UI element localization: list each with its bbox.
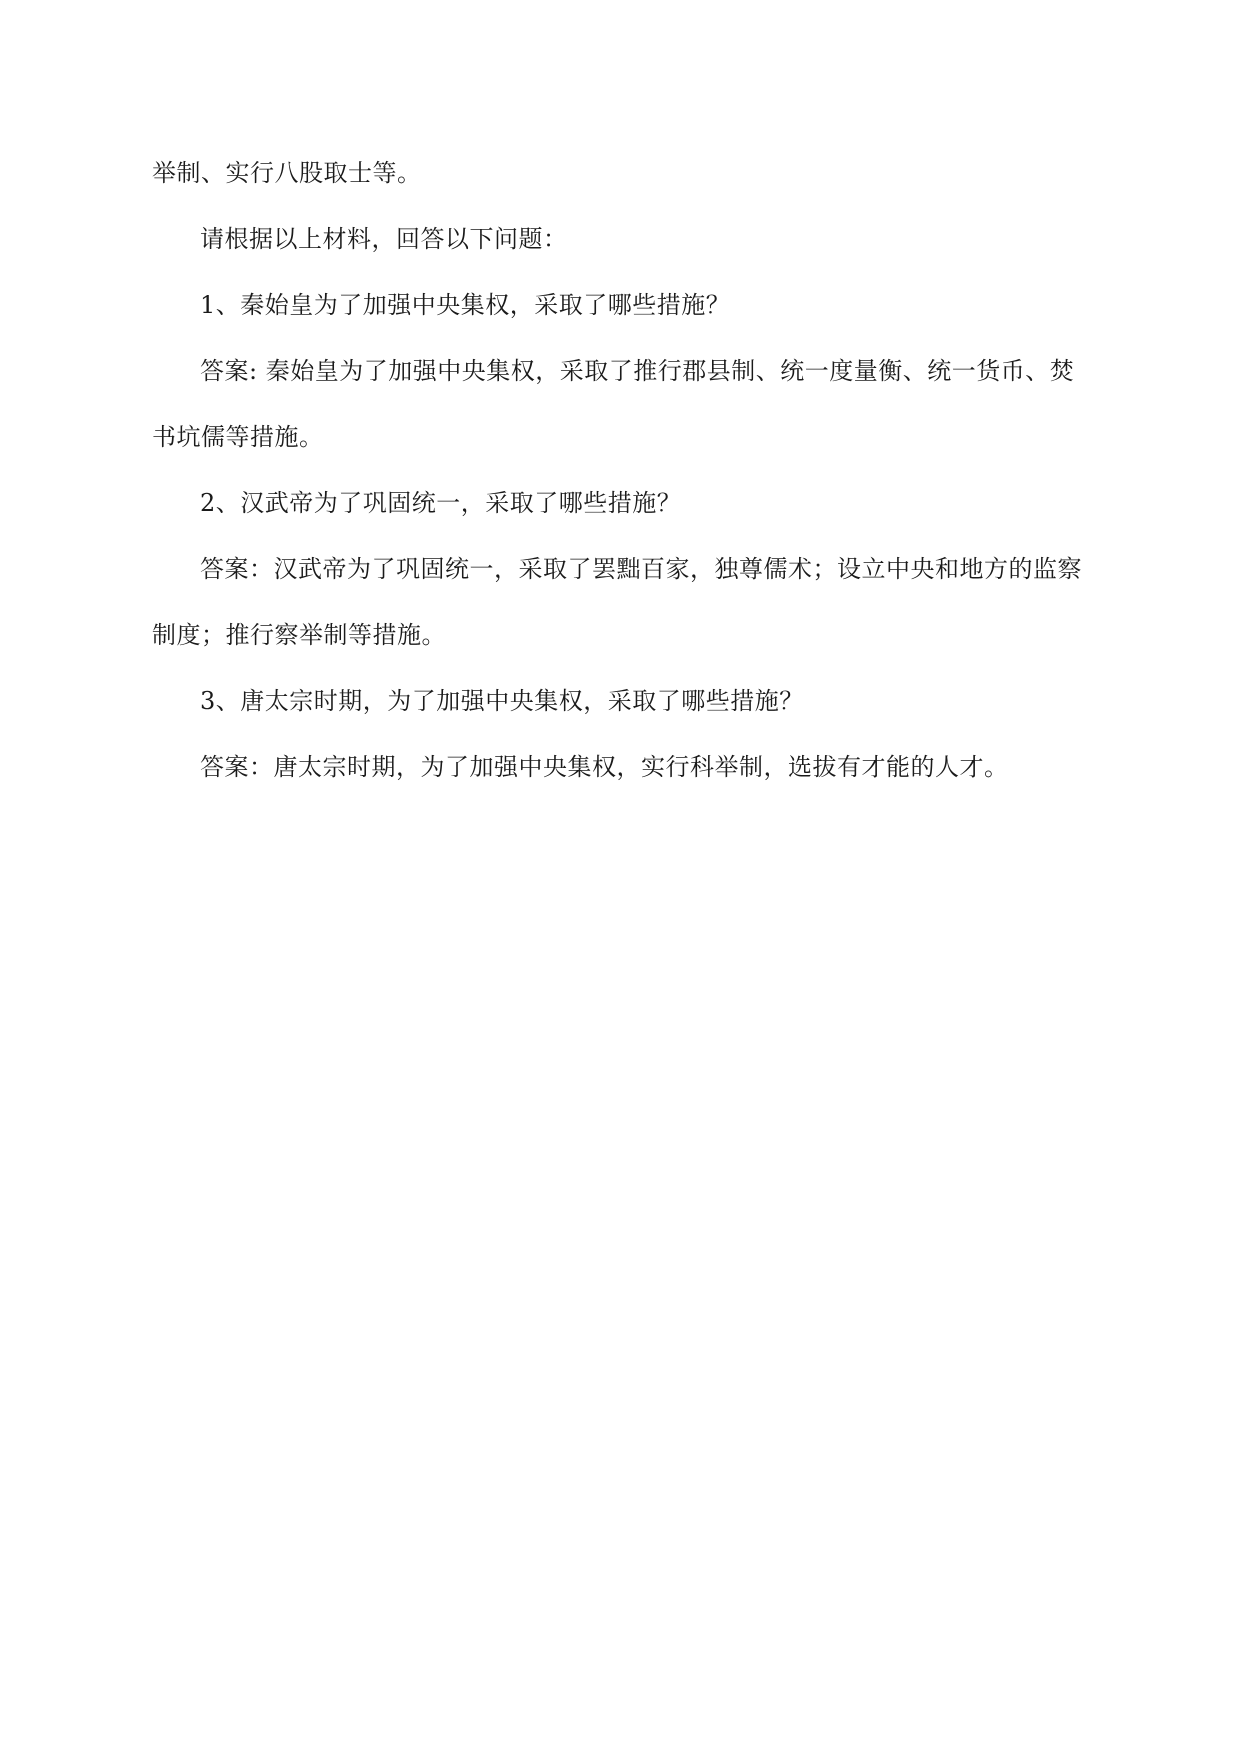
question-2: 2、汉武帝为了巩固统一，采取了哪些措施？ [200, 489, 682, 517]
question-3: 3、唐太宗时期，为了加强中央集权，采取了哪些措施？ [200, 687, 804, 715]
answer-1-line-2: 书坑儒等措施。 [152, 423, 324, 451]
answer-1-line-1: 答案: 秦始皇为了加强中央集权，采取了推行郡县制、统一度量衡、统一货币、焚 [200, 357, 1075, 385]
question-1: 1、秦始皇为了加强中央集权，采取了哪些措施？ [200, 291, 731, 319]
answer-3: 答案：唐太宗时期，为了加强中央集权，实行科举制，选拔有才能的人才。 [200, 753, 1009, 781]
answer-2-line-1: 答案：汉武帝为了巩固统一，采取了罢黜百家，独尊儒术；设立中央和地方的监察 [200, 555, 1082, 583]
document-body [152, 140, 1092, 800]
instruction-line: 请根据以上材料，回答以下问题： [200, 225, 568, 253]
answer-2-line-2: 制度；推行察举制等措施。 [152, 621, 446, 649]
text-line-continuation: 举制、实行八股取士等。 [152, 159, 422, 187]
